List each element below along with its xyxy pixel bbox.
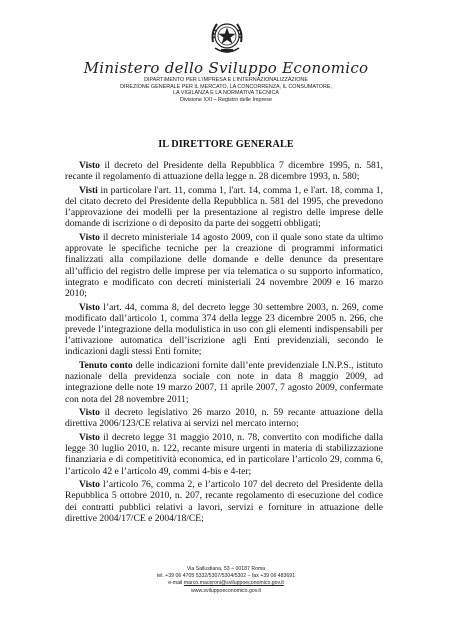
division-line: Divisione XXI – Registro delle Imprese [180,96,272,103]
paragraph-lead: Visti [79,184,98,196]
footer-phone: tel. +39 06 4705 5332/5307/5304/5302 – fax +39 06 483691 [156,573,296,580]
document-heading: IL DIRETTORE GENERALE [158,139,294,150]
paragraph-text: il decreto del Presidente della Repubblica 7 dicembre 1995, n. 581, recante il regolamento di attuazione della legge n. 28 dicembre 1993, n. 580; [65,160,383,183]
department-line: DIPARTIMENTO PER L’IMPRESA E L’INTERNAZIONALIZZAZIONE [144,77,308,83]
footer-email-link[interactable]: marco.maceroni@sviluppoeconomico.gov.it [183,580,284,587]
paragraph-lead: Visto [79,407,100,419]
department-block [0,77,452,103]
footer-email-label: e-mail [168,580,183,587]
paragraph [65,360,383,405]
paragraph-text: l’art. 44, comma 8, del decreto legge 30 settembre 2003, n. 269, come modificato dall’articolo 1, comma 374 della legge 23 dicembre 2005 n. 266, che prevede l’integrazione della modulistica in uso con gli elementi indispensabili per l’attivazione automatica dell’iscrizione agli Enti previdenziali, secondo le indicazioni dagli stessi Enti fornite; [65,301,383,358]
paragraph [65,479,383,524]
paragraph [65,160,383,182]
department-line: LA VIGILANZA E LA NORMATIVA TECNICA [172,90,280,97]
department-line: DIREZIONE GENERALE PER IL MERCATO, LA CONCORRENZA, IL CONSUMATORE, [120,83,332,90]
footer-email-line [0,580,452,587]
paragraph-lead: Visto [79,479,100,491]
paragraph-text: il decreto legislativo 26 marzo 2010, n. 59 recante attuazione della direttiva 2006/123/CE relativa ai servizi nel mercato interno; [65,407,383,430]
ministry-name: Ministero dello Sviluppo Economico [83,59,369,77]
paragraph-text: delle indicazioni fornite dall’ente previdenziale I.N.P.S., istituto nazionale della previdenza sociale con note in data 8 maggio 2009, ad integrazione delle note 19 marzo 2007, 11 aprile 2007, 7 agosto 2009, confermate con nota del 28 novembre 2011; [65,360,383,405]
paragraph [65,232,383,299]
paragraph-lead: Visto [79,301,100,313]
paragraph-text: il decreto legge 31 maggio 2010, n. 78, convertito con modifiche dalla legge 30 luglio 2010, n. 122, recante misure urgenti in materia di stabilizzazione finanziaria e di competitività economica, ed in particolare l’articolo 29, comma 6, l’articolo 42 e l’articolo 49, commi 4-bis e 4-ter; [65,432,383,477]
paragraph-lead: Tenuto conto [79,360,133,372]
paragraph [65,407,383,429]
paragraph [65,432,383,477]
footer [0,566,452,595]
paragraph-lead: Visto [79,160,100,171]
paragraph-text: l’articolo 76, comma 2, e l’articolo 107 del decreto del Presidente della Repubblica 5 ottobre 2010, n. 207, recante regolamento di esecuzione del codice dei contratti pubblici relativi a lavori, servizi e forniture in attuazione delle direttive 2004/17/CE e 2004/18/CE; [65,479,383,524]
italian-republic-emblem-icon [209,18,245,58]
footer-address: Via Sallustiana, 53 – 00187 Roma [186,566,266,572]
paragraph-text: il decreto ministeriale 14 agosto 2009, con il quale sono state da ultimo approvate le specifiche tecniche per la creazione di programmi informatici finalizzati alla compilazione delle domande e delle denunce da presentare all’ufficio del registro delle imprese per via telematica o su supporto informatico, integrato e modificato con decreti ministeriali 24 novembre 2009 e 16 marzo 2010; [65,232,383,300]
paragraph-lead: Visto [79,432,100,444]
paragraph-lead: Visto [79,232,100,243]
paragraph-text: in particolare l'art. 11, comma 1, l'art. 14, comma 1, e l'art. 18, comma 1, del citato decreto del Presidente della Repubblica n. 581 del 1995, che prevedono l’approvazione dei modelli per la presentazione al registro delle imprese delle domande di iscrizione o di deposito da parte dei soggetti obbligati; [65,184,383,230]
document-body [65,160,383,526]
footer-website-link[interactable]: www.sviluppoeconomico.gov.it [191,587,261,594]
paragraph [65,185,383,230]
paragraph [65,302,383,358]
